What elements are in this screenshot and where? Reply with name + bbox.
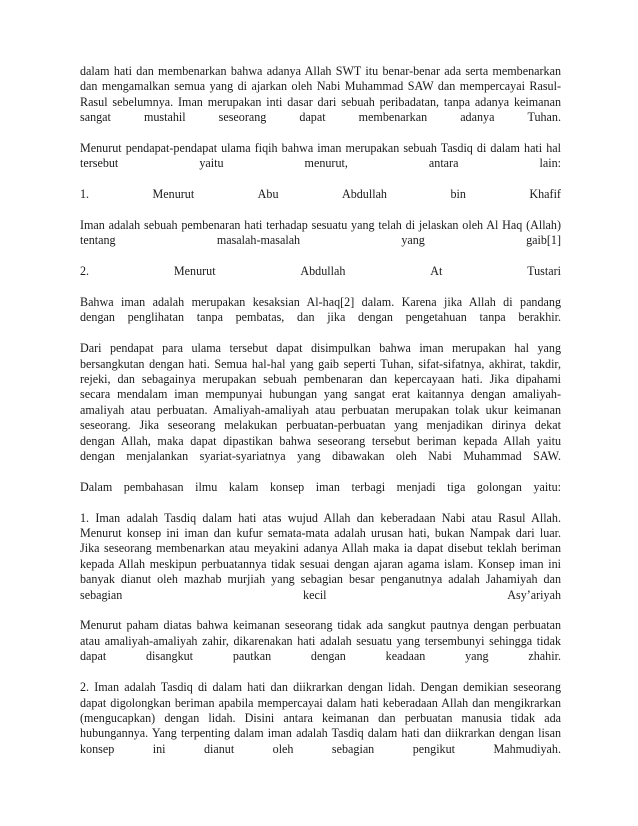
text-line: rejeki, dan sebagainya merupakan sebuah pembenaran dan kepercayaan hati. Jika dipahami	[80, 372, 561, 387]
word: Abdullah	[300, 264, 346, 279]
paragraph	[80, 618, 561, 664]
word: konsep	[80, 741, 115, 756]
word: bin	[450, 187, 466, 202]
word: yaitu	[199, 156, 224, 171]
word: sebagian	[80, 587, 123, 602]
word: At	[430, 264, 443, 279]
text-line: hubungannya. Yang terpenting dalam iman adalah Tasdiq dalam hati dan diikrarkan dengan lisan	[80, 726, 561, 741]
text-line: secara mendalam iman mempunyai hubungan yang sangat erat kaitannya dengan amaliyah-	[80, 387, 561, 402]
word: membenarkan	[358, 110, 428, 125]
text-line: (mengucapkan) dengan lidah. Disini antara keimanan dan perbuatan manusia tidak ada	[80, 710, 561, 725]
text-line: Bahwa iman adalah merupakan kesaksian Al-haq[2] dalam. Karena jika Allah di pandang	[80, 295, 561, 310]
word: ini	[152, 741, 166, 756]
word: kecil	[303, 587, 327, 602]
paragraph	[80, 187, 561, 202]
text-line: 2. Iman adalah Tasdiq di dalam hati dan diikrarkan dengan lidah. Dengan demikian seseorang	[80, 680, 561, 695]
text-line: dengan Allah, maka dapat dipastikan bahwa seseorang tersebut beriman kepada Allah yaitu	[80, 433, 561, 448]
justified-line	[80, 264, 561, 279]
text-line: dengan menjalankan syariat-syariatnya yang dibawakan oleh Nabi Muhammad SAW.	[80, 449, 561, 464]
word: Tuhan.	[527, 110, 561, 125]
text-line: dengan penglihatan tanpa pembatas, dan jika dengan pengetahuan tanpa berakhir.	[80, 310, 561, 325]
text-line: kepada Allah meskipun perbuatannya tidak sesuai dengan ajaran agama islam. Konsep iman ini	[80, 556, 561, 571]
word: menurut,	[304, 156, 348, 171]
text-line: dalam hati dan membenarkan bahwa adanya Allah SWT itu benar-benar ada serta membenarkan	[80, 64, 561, 78]
text-line: 1. Iman adalah Tasdiq dalam hati atas wujud Allah dan keberadaan Nabi atau Rasul Allah.	[80, 510, 561, 525]
word: Mahmudiyah.	[493, 741, 561, 756]
text-line: Dalam pembahasan ilmu kalam konsep iman terbagi menjadi tiga golongan yaitu:	[80, 479, 561, 494]
word: Tustari	[527, 264, 561, 279]
justified-line	[80, 156, 561, 171]
word: mustahil	[143, 110, 186, 125]
paragraph	[80, 680, 561, 757]
word: Abu	[257, 187, 279, 202]
word: 2.	[80, 264, 90, 279]
justified-line	[80, 187, 561, 202]
word: keadaan	[385, 649, 426, 664]
word: yang	[465, 649, 489, 664]
text-line: atau amaliyah-amaliyah zahir, dikarenakan hati adalah sesuatu yang tersembunyi sehingga tidak	[80, 633, 561, 648]
paragraph	[80, 64, 561, 126]
word: tentang	[80, 233, 116, 248]
text-line: Dari pendapat para ulama tersebut dapat disimpulkan bahwa iman merupakan hal yang	[80, 341, 561, 356]
justified-line	[80, 588, 561, 603]
text-line: bersangkutan dengan hati. Semua hal-hal yang gaib seperti Tuhan, sifat-sifatnya, akhirat, takdir,	[80, 356, 561, 371]
text-line: amaliyah atau perbuatan. Amaliyah-amaliyah atau perbuatan merupakan tolak ukur keimanan	[80, 402, 561, 417]
document-page	[80, 64, 561, 773]
paragraph	[80, 341, 561, 464]
text-line: dapat digolongkan beriman apabila mempercayai dalam hati keberadaan Allah dan mengikrarkan	[80, 695, 561, 710]
word: gaib[1]	[526, 233, 561, 248]
word: disangkut	[146, 649, 194, 664]
word: pautkan	[232, 649, 272, 664]
word: seseorang	[218, 110, 267, 125]
word: masalah-masalah	[216, 233, 301, 248]
word: adanya	[460, 110, 495, 125]
justified-line	[80, 110, 561, 125]
word: Asy’ariyah	[507, 587, 561, 602]
word: dapat	[80, 649, 107, 664]
paragraph	[80, 511, 561, 603]
word: 1.	[80, 187, 90, 202]
word: Khafif	[529, 187, 561, 202]
word: Menurut	[152, 187, 195, 202]
text-line: Iman adalah sebuah pembenaran hati terhadap sesuatu yang telah di jelaskan oleh Al Haq (Allah)	[80, 218, 561, 233]
paragraph	[80, 295, 561, 326]
text-line: seseorang. Jika seseorang melakukan perbuatan-perbuatan yang menjadikan dirinya dekat	[80, 418, 561, 433]
paragraph	[80, 264, 561, 279]
word: lain:	[539, 156, 561, 171]
paragraph	[80, 218, 561, 249]
justified-line	[80, 649, 561, 664]
word: tersebut	[80, 156, 119, 171]
justified-line	[80, 742, 561, 757]
word: oleh	[272, 741, 294, 756]
text-line: Menurut pendapat-pendapat ulama fiqih bahwa iman merupakan sebuah Tasdiq di dalam hati hal	[80, 141, 561, 156]
text-line: Rasul sebelumnya. Iman merupakan inti dasar dari sebuah peribadatan, tanpa adanya keimanan	[80, 94, 561, 109]
word: yang	[401, 233, 425, 248]
word: dapat	[299, 110, 326, 125]
word: Menurut	[173, 264, 216, 279]
paragraph	[80, 480, 561, 495]
word: sangat	[80, 110, 111, 125]
text-line: dan mengamalkan semua yang di ajarkan oleh Nabi Muhammad SAW dan mempercayai Rasul-	[80, 79, 561, 94]
justified-line	[80, 233, 561, 248]
word: zhahir.	[528, 649, 561, 664]
word: dianut	[203, 741, 235, 756]
word: sebagian	[331, 741, 375, 756]
text-line: Menurut paham diatas bahwa keimanan seseorang tidak ada sangkut pautnya dengan perbuatan	[80, 618, 561, 633]
word: dengan	[310, 649, 346, 664]
word: Abdullah	[341, 187, 387, 202]
text-line: banyak dianut oleh mazhab murjiah yang sebagian besar penganutnya adalah Jahamiyah dan	[80, 572, 561, 587]
word: antara	[428, 156, 459, 171]
text-line: Menurut konsep ini iman dan kufur semata-mata adalah urusan hati, bukan Nampak dari luar.	[80, 526, 561, 541]
text-line: Jika seseorang membenarkan atau meyakini adanya Allah maka ia dapat disebut teklah beriman	[80, 541, 561, 556]
word: pengikut	[412, 741, 456, 756]
paragraph	[80, 141, 561, 172]
